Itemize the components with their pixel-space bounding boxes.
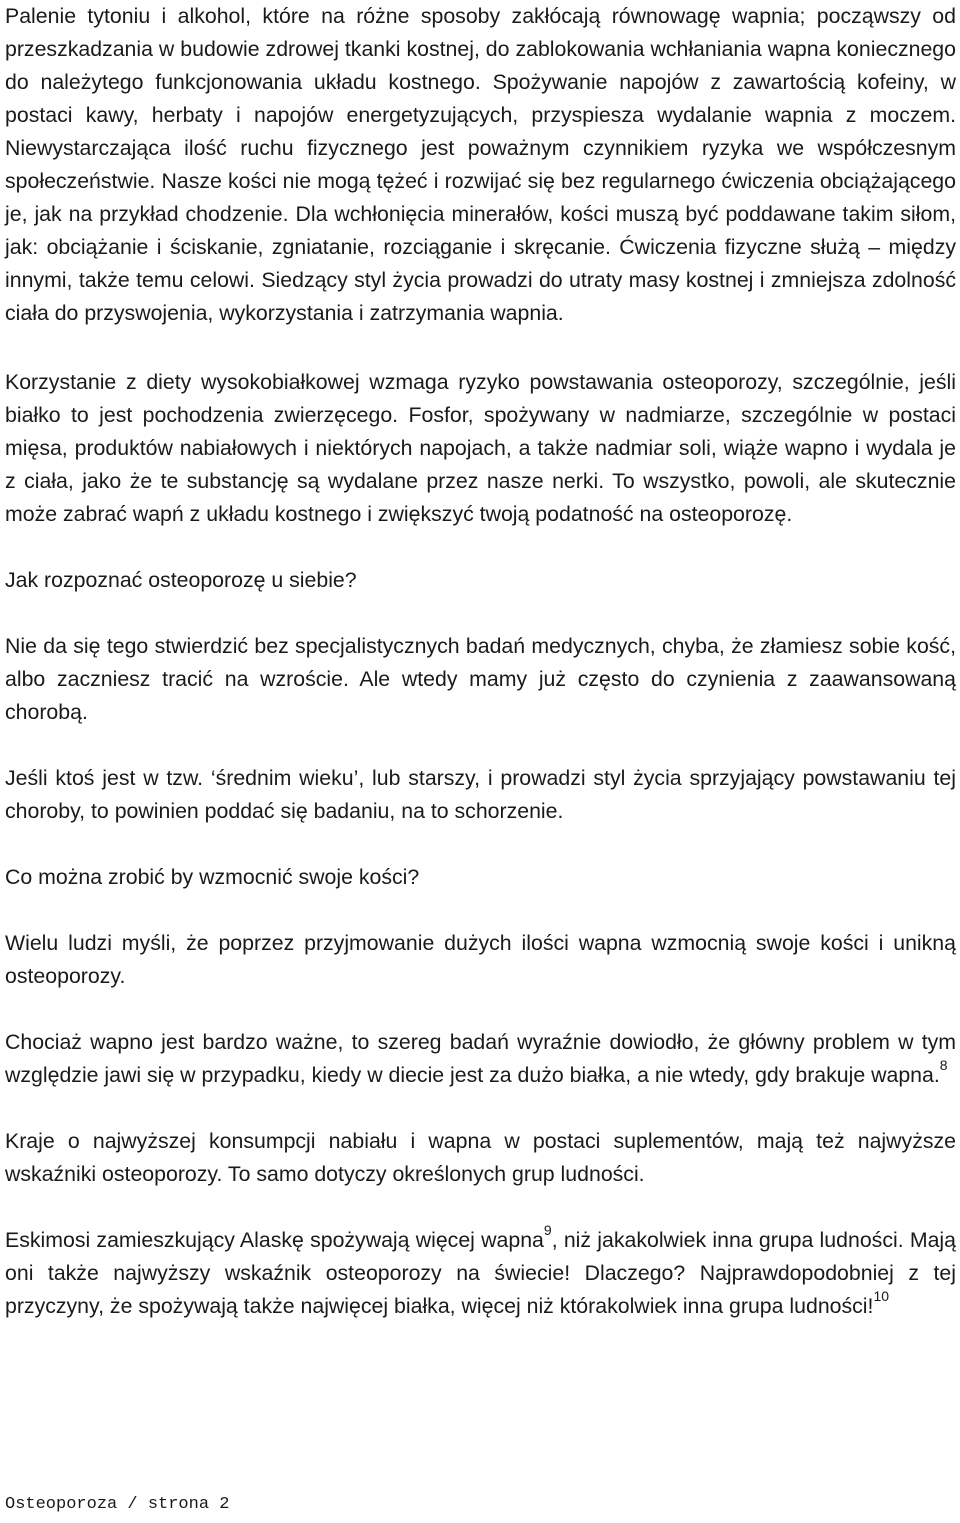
paragraph-eskimos <box>5 1221 956 1323</box>
heading-how-to-recognize: Jak rozpoznać osteoporozę u siebie? <box>5 568 357 592</box>
page-footer: Osteoporoza / strona 2 <box>5 1495 230 1514</box>
paragraph-eskimos-text-2: , niż jakakolwiek inna grupa ludności. Mają oni także najwyższy wskaźnik osteoporozy na świecie! Dlaczego? Najprawdopodobniej z tej przyczyny, że spożywają także najwięcej białka, więcej niż którakolwiek inna grupa ludności! <box>5 1228 956 1318</box>
document-page <box>5 0 956 1323</box>
paragraph-protein-problem <box>5 1026 956 1092</box>
paragraph-risk-factors: Palenie tytoniu i alkohol, które na różne sposoby zakłócają równowagę wapnia; począwszy od przeszkadzania w budowie zdrowej tkanki kostnej, do zablokowania wchłaniania wapna koniecznego do należytego funkcjonowania układu kostnego. Spożywanie napojów z zawartością kofeiny, w postaci kawy, herbaty i napojów energetyzujących, przyspiesza wydalanie wapnia z moczem. Niewystarczająca ilość ruchu fizycznego jest poważnym czynnikiem ryzyka we współczesnym społeczeństwie. Nasze kości nie mogą tężeć i rozwijać się bez regularnego ćwiczenia obciążającego je, jak na przykład chodzenie. Dla wchłonięcia minerałów, kości muszą być poddawane takim siłom, jak: obciążanie i ściskanie, zgniatanie, rozciąganie i skręcanie. Ćwiczenia fizyczne służą – między innymi, także temu celowi. Siedzący styl życia prowadzi do utraty masy kostnej i zmniejsza zdolność ciała do przyswojenia, wykorzystania i zatrzymania wapnia. <box>5 4 956 325</box>
footnote-ref-9: 9 <box>543 1221 552 1238</box>
paragraph-countries: Kraje o najwyższej konsumpcji nabiału i wapna w postaci suplementów, mają też najwyższe wskaźniki osteoporozy. To samo dotyczy określonych grup ludności. <box>5 1129 956 1186</box>
footnote-ref-8: 8 <box>939 1056 948 1073</box>
paragraph-protein-problem-text: Chociaż wapno jest bardzo ważne, to szereg badań wyraźnie dowiodło, że główny problem w tym względzie jawi się w przypadku, kiedy w diecie jest za dużo białka, a nie wtedy, gdy brakuje wapna. <box>5 1030 956 1087</box>
paragraph-calcium-belief: Wielu ludzi myśli, że poprzez przyjmowanie dużych ilości wapna wzmocnią swoje kości i unikną osteoporozy. <box>5 931 956 988</box>
heading-what-to-do: Co można zrobić by wzmocnić swoje kości? <box>5 865 420 889</box>
paragraph-protein-diet: Korzystanie z diety wysokobiałkowej wzmaga ryzyko powstawania osteoporozy, szczególnie, jeśli białko to jest pochodzenia zwierzęcego. Fosfor, spożywany w nadmiarze, szczególnie w postaci mięsa, produktów nabiałowych i niektórych napojach, a także nadmiar soli, wiąże wapno i wydala je z ciała, jako że te substancję są wydalane przez nasze nerki. To wszystko, powoli, ale skutecznie może zabrać wapń z układu kostnego i zwiększyć twoją podatność na osteoporozę. <box>5 370 956 526</box>
paragraph-eskimos-text-1: Eskimosi zamieszkujący Alaskę spożywają więcej wapna <box>5 1228 544 1252</box>
paragraph-middle-age: Jeśli ktoś jest w tzw. ‘średnim wieku’, lub starszy, i prowadzi styl życia sprzyjający powstawaniu tej choroby, to powinien poddać się badaniu, na to schorzenie. <box>5 766 956 823</box>
footnote-ref-10: 10 <box>873 1287 890 1304</box>
paragraph-diagnosis: Nie da się tego stwierdzić bez specjalistycznych badań medycznych, chyba, że złamiesz sobie kość, albo zaczniesz tracić na wzroście. Ale wtedy mamy już często do czynienia z zaawansowaną chorobą. <box>5 634 956 724</box>
